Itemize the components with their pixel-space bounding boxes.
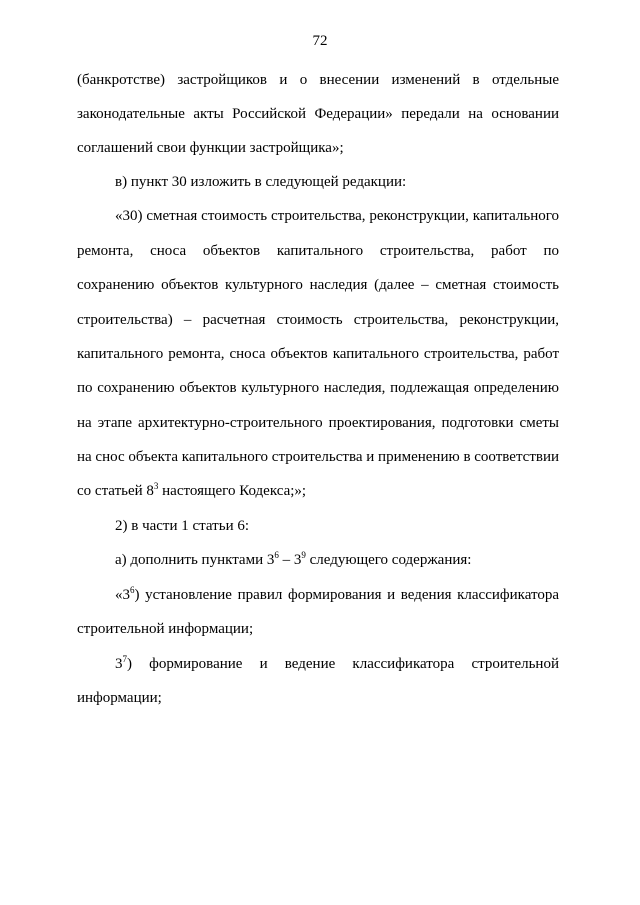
text-line: по сохранению объектов культурного наследия, подлежащая определению (77, 380, 559, 396)
superscript: 7 (122, 654, 127, 664)
text-fragment: 3 (115, 656, 123, 672)
page-number: 72 (312, 33, 328, 49)
text-fragment (115, 656, 559, 672)
text-line: законодательные акты Российской Федерации» передали на основании (77, 106, 559, 122)
superscript: 6 (274, 550, 279, 560)
text-line: ремонта, сноса объектов капитального строительства, работ по (77, 243, 559, 259)
text-fragment: следующего содержания: (305, 552, 472, 568)
text-line: информации; (77, 690, 162, 706)
text-line (77, 481, 559, 501)
text-line: строительства) – расчетная стоимость строительства, реконструкции, (77, 312, 559, 328)
superscript: 3 (153, 481, 159, 491)
superscript: 6 (130, 585, 135, 595)
text-fragment: «3 (115, 587, 130, 603)
text-line: строительной информации; (77, 621, 254, 637)
text-line: на снос объекта капитального строительства и применению в соответствии (77, 449, 560, 465)
text-line: на этапе архитектурно-строительного проектирования, подготовки сметы (77, 415, 559, 431)
text-line: капитального ремонта, сноса объектов капитального строительства, работ (77, 346, 559, 362)
text-line: сохранению объектов культурного наследия (далее – сметная стоимость (77, 277, 559, 293)
text-line: соглашений свои функции застройщика»; (77, 140, 344, 156)
text-fragment: настоящего Кодекса;»; (158, 483, 307, 499)
text-line (115, 550, 559, 570)
text-fragment: со статьей 8 (77, 483, 154, 499)
text-line: в) пункт 30 изложить в следующей редакции: (115, 174, 407, 190)
text-line (115, 585, 559, 605)
text-fragment: ) установление правил формирования и ведения классификатора (134, 587, 559, 603)
text-fragment: ) формирование и ведение классификатора строительной (127, 656, 559, 672)
text-fragment: а) дополнить пунктами 3 (115, 552, 275, 568)
superscript: 9 (301, 550, 306, 560)
text-line: (банкротстве) застройщиков и о внесении изменений в отдельные (77, 72, 559, 88)
text-fragment: – 3 (278, 552, 302, 568)
text-line (115, 654, 559, 674)
text-line: 2) в части 1 статьи 6: (115, 518, 250, 534)
text-line: «30) сметная стоимость строительства, реконструкции, капитального (115, 208, 559, 224)
